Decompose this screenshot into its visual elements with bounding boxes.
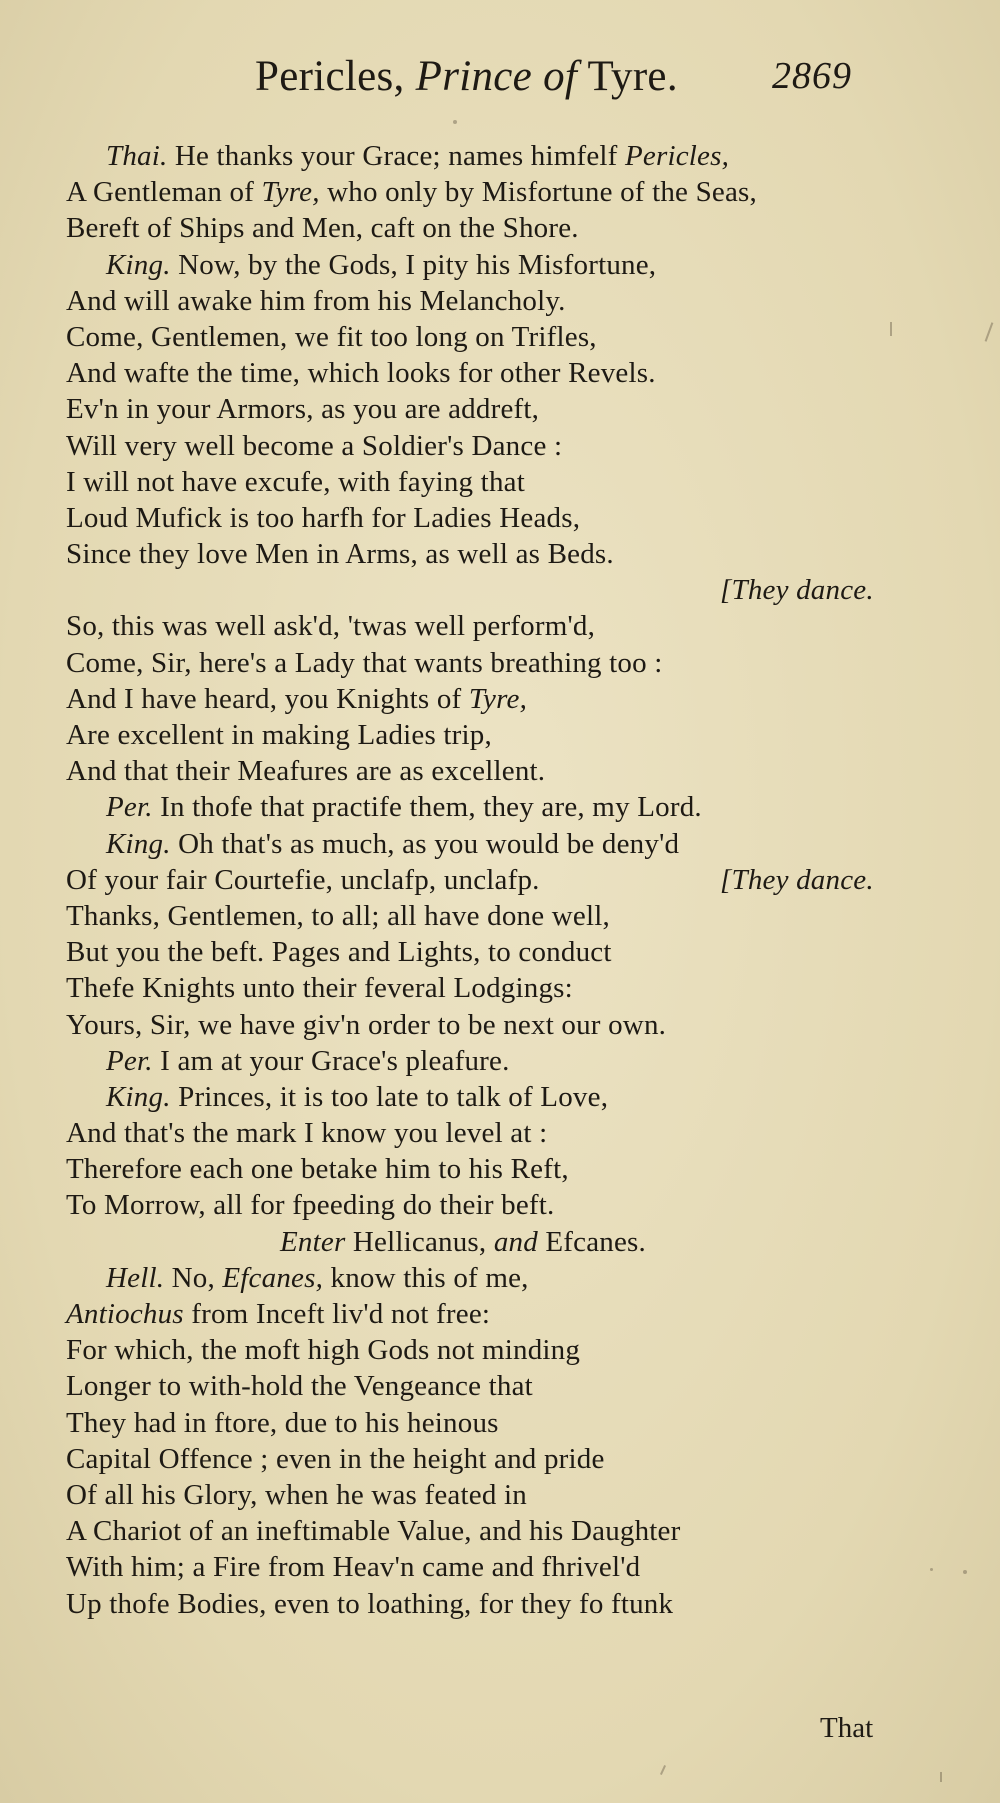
text-line: And that their Meafures are as excellent.	[66, 755, 546, 788]
text-line: And that's the mark I know you level at :	[66, 1117, 548, 1150]
ink-speck	[940, 1772, 942, 1782]
text-line: Capital Offence ; even in the height and pride	[66, 1442, 605, 1475]
text-line: Loud Mufick is too harfh for Ladies Heads,	[66, 501, 581, 534]
text-line: Hell. No, Efcanes, know this of me,	[106, 1261, 529, 1294]
text-line: And I have heard, you Knights of Tyre,	[66, 682, 528, 715]
ink-speck	[453, 120, 457, 124]
text-line: King. Now, by the Gods, I pity his Misfortune,	[106, 248, 657, 281]
text-line: Will very well become a Soldier's Dance :	[66, 429, 563, 462]
text-line: I will not have excufe, with faying that	[66, 465, 525, 498]
speaker-name: Per.	[106, 1044, 153, 1077]
text-line: A Chariot of an ineftimable Value, and his Daughter	[66, 1515, 681, 1548]
ink-speck	[660, 1765, 666, 1775]
text-line	[66, 572, 906, 608]
text-line: Up thofe Bodies, even to loathing, for they fo ftunk	[66, 1587, 674, 1620]
stage-direction: [They dance.	[720, 863, 874, 896]
text-line: Thai. He thanks your Grace; names himfelf Pericles,	[106, 140, 730, 172]
text-line: A Gentleman of Tyre, who only by Misfortune of the Seas,	[66, 176, 757, 209]
text-line: Ev'n in your Armors, as you are addreft,	[66, 393, 540, 426]
text-line: Thanks, Gentlemen, to all; all have done well,	[66, 899, 610, 932]
stage-direction-entrance: Enter Hellicanus, and Efcanes.	[280, 1225, 646, 1258]
text-line: Therefore each one betake him to his Reft,	[66, 1153, 569, 1186]
text-line: Come, Gentlemen, we fit too long on Trifles,	[66, 320, 597, 353]
text-line: King. Princes, it is too late to talk of Love,	[106, 1080, 609, 1113]
play-text	[66, 138, 906, 1622]
text-line: So, this was well ask'd, 'twas well perform'd,	[66, 610, 596, 643]
text-line: But you the beft. Pages and Lights, to conduct	[66, 936, 612, 969]
page-number: 2869	[772, 55, 852, 97]
text-line: Of your fair Courtefie, unclafp, unclafp. [They dance.	[66, 862, 906, 898]
text-line: Of all his Glory, when he was feated in	[66, 1478, 527, 1511]
text-line: Since they love Men in Arms, as well as Beds.	[66, 538, 614, 571]
text-line: And wafte the time, which looks for other Revels.	[66, 357, 656, 390]
text-line: King. Oh that's as much, as you would be deny'd	[106, 827, 680, 860]
text-line: Bereft of Ships and Men, caft on the Shore.	[66, 212, 579, 245]
text-line: Thefe Knights unto their feveral Lodgings:	[66, 972, 573, 1005]
text-line: For which, the moft high Gods not minding	[66, 1334, 581, 1367]
ink-speck	[963, 1570, 967, 1574]
ink-speck	[985, 322, 994, 341]
speaker-name: Hell.	[106, 1261, 165, 1294]
ink-speck	[890, 322, 892, 336]
text-line: To Morrow, all for fpeeding do their beft.	[66, 1189, 555, 1222]
text-line: And will awake him from his Melancholy.	[66, 284, 566, 317]
ink-speck	[930, 1568, 933, 1571]
text-line: They had in ftore, due to his heinous	[66, 1406, 499, 1439]
text-line: Antiochus from Inceft liv'd not free:	[66, 1298, 491, 1330]
page-header	[0, 52, 1000, 112]
running-title: Pericles, Prince of Tyre.	[255, 53, 678, 100]
speaker-name: King.	[106, 827, 171, 860]
speaker-name: Per.	[106, 791, 153, 824]
speaker-name: Thai.	[106, 140, 168, 172]
text-line: Come, Sir, here's a Lady that wants breathing too :	[66, 646, 663, 679]
text-line: Per. I am at your Grace's pleafure.	[106, 1044, 510, 1077]
text-line: Longer to with-hold the Vengeance that	[66, 1370, 533, 1403]
stage-direction: [They dance.	[720, 574, 874, 607]
speaker-name: King.	[106, 1080, 171, 1113]
speaker-name: King.	[106, 248, 171, 281]
text-line: Yours, Sir, we have giv'n order to be next our own.	[66, 1008, 667, 1041]
catchword: That	[820, 1712, 874, 1744]
text-line: Per. In thofe that practife them, they are, my Lord.	[106, 791, 702, 824]
text-line: Are excellent in making Ladies trip,	[66, 719, 492, 751]
text-line: With him; a Fire from Heav'n came and fhrivel'd	[66, 1551, 641, 1584]
